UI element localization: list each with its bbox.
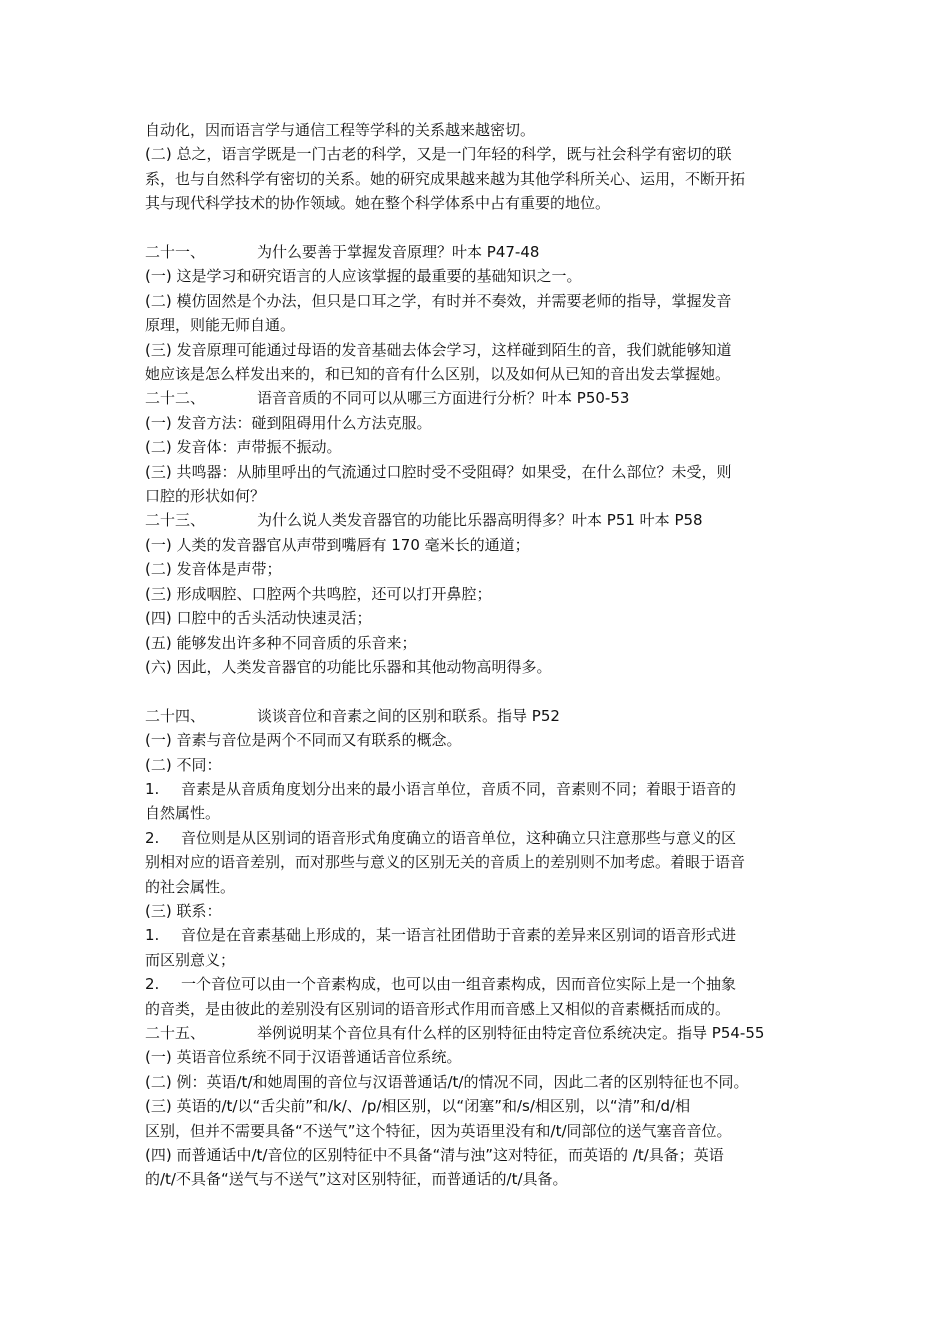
- paragraph-line: 自动化，因而语言学与通信工程等学科的关系越来越密切。: [145, 121, 536, 139]
- blank-line: [145, 216, 807, 240]
- numbered-line: [145, 972, 807, 996]
- question-title: 为什么要善于掌握发音原理？叶本 P47-48: [257, 243, 540, 262]
- answer-line: (三) 共鸣器：从肺里呼出的气流通过口腔时受不受阻碍？如果受，在什么部位？未受，则: [145, 462, 732, 481]
- question-title: 为什么说人类发音器官的功能比乐器高明得多？叶本 P51 叶本 P58: [257, 511, 703, 530]
- answer-line: 别相对应的语音差别，而对那些与意义的区别无关的音质上的差别则不加考虑。着眼于语音: [145, 853, 746, 872]
- answer-line: (一) 人类的发音器官从声带到嘴唇有 170 毫米长的通道；: [145, 535, 530, 554]
- answer-line: (二) 不同：: [145, 755, 222, 774]
- answer-line: (三) 发音原理可能通过母语的发音基础去体会学习，这样碰到陌生的音，我们就能够知道: [145, 340, 732, 359]
- question-heading-24: [145, 704, 807, 728]
- answer-line: 区别，但并不需要具备“不送气”这个特征，因为英语里没有和/t/同部位的送气塞音音位。: [145, 1121, 732, 1140]
- answer-line: (四) 而普通话中/t/音位的区别特征中不具备“清与浊”这对特征，而英语的 /t/具备；英语: [145, 1146, 724, 1165]
- answer-line: (一) 发音方法：碰到阻碍用什么方法克服。: [145, 413, 432, 432]
- question-heading-21: [145, 240, 807, 264]
- question-number: 二十四、: [145, 706, 206, 725]
- answer-line: (五) 能够发出许多种不同音质的乐音来；: [145, 633, 417, 652]
- list-number: 1.: [145, 779, 160, 798]
- question-title: 谈谈音位和音素之间的区别和联系。指导 P52: [257, 706, 560, 725]
- numbered-line: [145, 923, 807, 947]
- numbered-line: [145, 777, 807, 801]
- answer-line: (二) 发音体：声带振不振动。: [145, 438, 342, 457]
- answer-line: 自然属性。: [145, 804, 221, 823]
- answer-line: (三) 联系：: [145, 901, 222, 920]
- answer-line: 的音类，是由彼此的差别没有区别词的语音形式作用而音感上又相似的音素概括而成的。: [145, 999, 731, 1018]
- question-heading-25: [145, 1021, 807, 1045]
- blank-line: [145, 679, 807, 703]
- question-heading-22: [145, 386, 807, 410]
- question-title: 语音音质的不同可以从哪三方面进行分析？叶本 P50-53: [257, 389, 630, 408]
- answer-line: (一) 音素与音位是两个不同而又有联系的概念。: [145, 731, 462, 750]
- paragraph-line: 其与现代科学技术的协作领域。她在整个科学体系中占有重要的地位。: [145, 194, 611, 213]
- paragraph-line: 系，也与自然科学有密切的关系。她的研究成果越来越为其他学科所关心、运用，不断开拓: [145, 169, 746, 188]
- answer-line: (四) 口腔中的舌头活动快速灵活；: [145, 609, 372, 628]
- answer-line: 而区别意义；: [145, 950, 236, 969]
- list-number: 2.: [145, 828, 160, 847]
- answer-line: 的/t/不具备“送气与不送气”这对区别特征，而普通话的/t/具备。: [145, 1170, 568, 1189]
- question-number: 二十五、: [145, 1024, 206, 1042]
- answer-line: (三) 英语的/t/以“舌尖前”和/k/、/p/相区别，以“闭塞”和/s/相区别，以“清”和/d/相: [145, 1097, 691, 1116]
- answer-line: 原理，则能无师自通。: [145, 316, 296, 335]
- list-text: 音素是从音质角度划分出来的最小语言单位，音质不同，音素则不同；着眼于语音的: [181, 779, 737, 798]
- answer-line: 的社会属性。: [145, 877, 236, 896]
- paragraph-line: (二) 总之，语言学既是一门古老的科学，又是一门年轻的科学，既与社会科学有密切的联: [145, 145, 732, 164]
- document-page: [145, 118, 807, 1192]
- question-title: 举例说明某个音位具有什么样的区别特征由特定音位系统决定。指导 P54-55: [257, 1024, 765, 1042]
- question-number: 二十三、: [145, 511, 206, 530]
- list-text: 一个音位可以由一个音素构成，也可以由一组音素构成，因而音位实际上是一个抽象: [181, 975, 737, 994]
- list-text: 音位则是从区别词的语音形式角度确立的语音单位，这种确立只注意那些与意义的区: [181, 828, 737, 847]
- answer-line: 她应该是怎么样发出来的，和已知的音有什么区别，以及如何从已知的音出发去掌握她。: [145, 365, 731, 384]
- list-number: 1.: [145, 926, 160, 945]
- answer-line: (一) 这是学习和研究语言的人应该掌握的最重要的基础知识之一。: [145, 267, 582, 286]
- numbered-line: [145, 826, 807, 850]
- list-text: 音位是在音素基础上形成的，某一语言社团借助于音素的差异来区别词的语音形式进: [181, 926, 737, 945]
- answer-line: 口腔的形状如何？: [145, 487, 266, 506]
- question-heading-23: [145, 508, 807, 532]
- answer-line: (二) 模仿固然是个办法，但只是口耳之学，有时并不奏效，并需要老师的指导，掌握发音: [145, 291, 732, 310]
- answer-line: (三) 形成咽腔、口腔两个共鸣腔，还可以打开鼻腔；: [145, 584, 492, 603]
- answer-line: (一) 英语音位系统不同于汉语普通话音位系统。: [145, 1048, 462, 1067]
- question-number: 二十二、: [145, 389, 206, 408]
- question-number: 二十一、: [145, 243, 206, 262]
- answer-line: (二) 发音体是声带；: [145, 560, 282, 579]
- answer-line: (六) 因此，人类发音器官的功能比乐器和其他动物高明得多。: [145, 657, 552, 676]
- list-number: 2.: [145, 975, 160, 994]
- answer-line: (二) 例：英语/t/和她周围的音位与汉语普通话/t/的情况不同，因此二者的区别特征也不同。: [145, 1072, 749, 1091]
